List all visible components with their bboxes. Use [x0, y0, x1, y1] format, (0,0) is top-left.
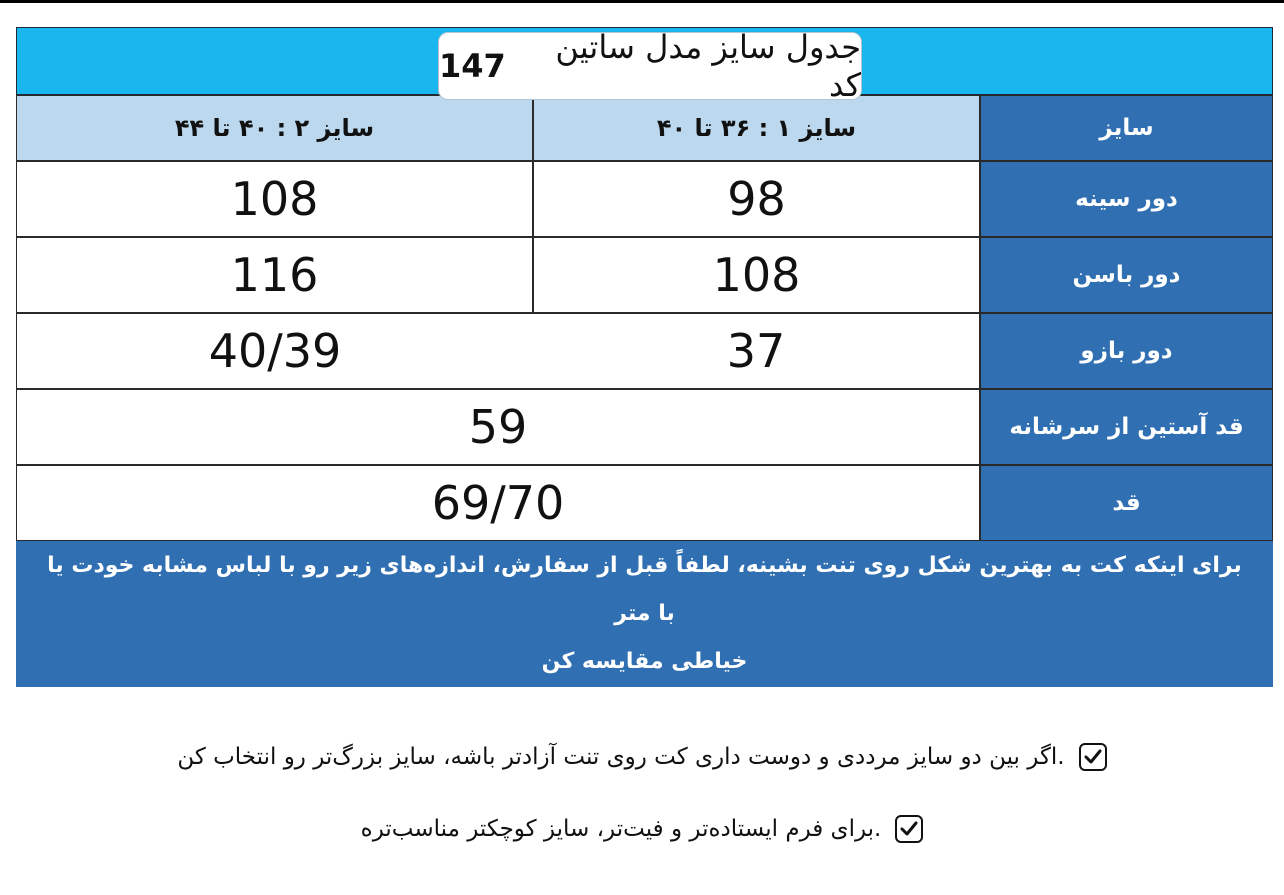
title-text: جدول سایز مدل ساتین کد [555, 28, 861, 104]
checkbox-checked-icon [1079, 743, 1107, 771]
note-line-1: برای اینکه کت به بهترین شکل روی تنت بشینه، لطفاً قبل از سفارش، اندازه‌های زیر رو با لباس مشابه خودت یا با متر [47, 553, 1242, 626]
row-label-sleeve-length: قد آستین از سرشانه [980, 389, 1273, 465]
header-label: سایز [980, 95, 1273, 161]
hip-size-1: 108 [533, 237, 980, 313]
tip-row-1 [0, 743, 1284, 771]
hip-size-2: 116 [16, 237, 533, 313]
row-label-length: قد [980, 465, 1273, 541]
header-size-2: سایز ۲ : ۴۰ تا ۴۴ [16, 95, 533, 161]
tip-row-2 [0, 815, 1284, 843]
tip-1-text: .اگر بین دو سایز مرددی و دوست داری کت روی تنت آزادتر باشه، سایز بزرگ‌تر رو انتخاب کن [177, 744, 1065, 770]
length-value: 69/70 [16, 465, 980, 541]
row-label-arm: دور بازو [980, 313, 1273, 389]
tip-2-text: .برای فرم ایستاده‌تر و فیت‌تر، سایز کوچکتر مناسب‌تره [360, 816, 882, 842]
chest-size-2: 108 [16, 161, 533, 237]
arm-size-2: 40/39 [16, 313, 533, 389]
row-label-hip: دور باسن [980, 237, 1273, 313]
sleeve-length-value: 59 [16, 389, 980, 465]
title-code: 147 [439, 47, 506, 85]
arm-size-1: 37 [533, 313, 980, 389]
header-size-1: سایز ۱ : ۳۶ تا ۴۰ [533, 95, 980, 161]
chest-size-1: 98 [533, 161, 980, 237]
measurement-note [16, 541, 1273, 687]
note-line-2: خیاطی مقایسه کن [541, 649, 748, 674]
page-title [438, 28, 862, 104]
row-label-chest: دور سینه [980, 161, 1273, 237]
top-rule [0, 0, 1284, 3]
checkbox-checked-icon [895, 815, 923, 843]
size-table [16, 95, 1273, 541]
